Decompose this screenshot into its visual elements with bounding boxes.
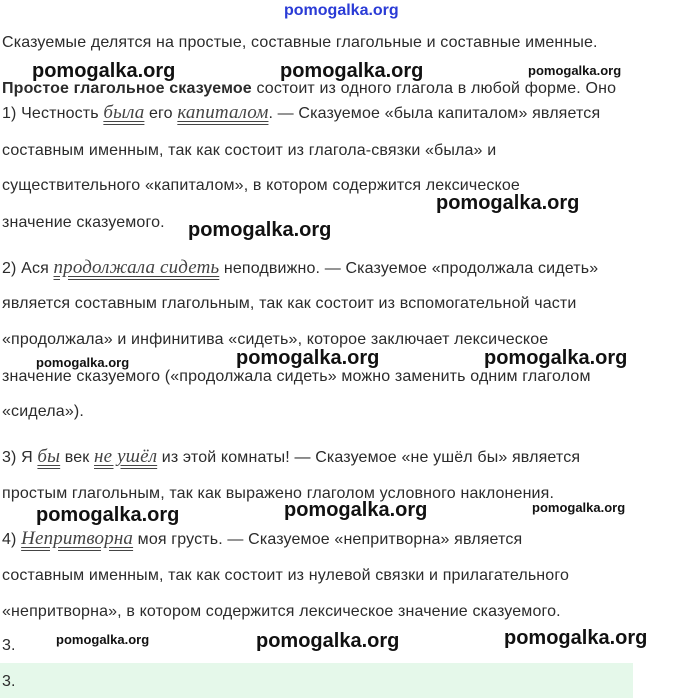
example-4-line-1: 4) Непритворна моя грусть. — Сказуемое «непритворна» является: [2, 528, 523, 549]
example-2-line-2: является составным глагольным, так как состоит из вспомогательной части: [2, 295, 577, 312]
item-3-highlighted-label: 3.: [2, 673, 16, 690]
definition-rest: состоит из одного глагола в любой форме. Оно: [251, 80, 617, 97]
watermark: pomogalka.org: [280, 60, 424, 82]
example-4-line-3: «непритворна», в котором содержится лексическое значение сказуемого.: [2, 603, 561, 620]
example-1-line-2: составным именным, так как состоит из глагола-связки «была» и: [2, 142, 497, 159]
definition-term: Простое глагольное сказуемое: [2, 80, 252, 97]
watermark: pomogalka.org: [236, 347, 380, 369]
example-2-line-4: значение сказуемого («продолжала сидеть» можно заменить одним глаголом: [2, 368, 591, 385]
highlighted-row: [0, 663, 633, 698]
example-3-line-2: простым глагольным, так как выражено глаголом условного наклонения.: [2, 485, 555, 502]
watermark: pomogalka.org: [56, 632, 150, 647]
predicate-words-prodolzhala-sidet: продолжала сидеть: [53, 257, 220, 278]
item-3-label: 3.: [2, 637, 16, 654]
predicate-word-byla: была: [103, 102, 145, 123]
watermark: pomogalka.org: [436, 192, 580, 214]
watermark: pomogalka.org: [504, 627, 648, 649]
watermark: pomogalka.org: [32, 60, 176, 82]
example-4-line-2: составным именным, так как состоит из нулевой связки и прилагательного: [2, 567, 570, 584]
predicate-words-ne-ushel: не ушёл: [94, 446, 158, 467]
example-1-line-3: существительного «капиталом», в котором содержится лексическое: [2, 177, 520, 194]
header-watermark: pomogalka.org: [284, 2, 399, 19]
example-1-line-1: 1) Честность была его капиталом. — Сказуемое «была капиталом» является: [2, 102, 601, 123]
example-3-line-1: 3) Я бы век не ушёл из этой комнаты! — Сказуемое «не ушёл бы» является: [2, 446, 581, 467]
watermark: pomogalka.org: [188, 219, 332, 241]
example-2-line-1: 2) Ася продолжала сидеть неподвижно. — Сказуемое «продолжала сидеть»: [2, 257, 599, 278]
example-1-line-4: значение сказуемого.: [2, 214, 165, 231]
watermark: pomogalka.org: [36, 504, 180, 526]
watermark: pomogalka.org: [256, 630, 400, 652]
watermark: pomogalka.org: [528, 63, 622, 78]
example-2-line-5: «сидела»).: [2, 403, 84, 420]
example-2-line-3: «продолжала» и инфинитива «сидеть», которое заключает лексическое: [2, 331, 549, 348]
watermark: pomogalka.org: [532, 500, 626, 515]
predicate-word-by: бы: [37, 446, 61, 467]
watermark: pomogalka.org: [484, 347, 628, 369]
watermark: pomogalka.org: [284, 499, 428, 521]
predicate-word-kapitalom: капиталом: [177, 102, 269, 123]
predicate-word-nepritvorna: Непритворна: [21, 528, 134, 549]
watermark: pomogalka.org: [36, 355, 130, 370]
intro-text: Сказуемые делятся на простые, составные глагольные и составные именные.: [2, 34, 598, 51]
